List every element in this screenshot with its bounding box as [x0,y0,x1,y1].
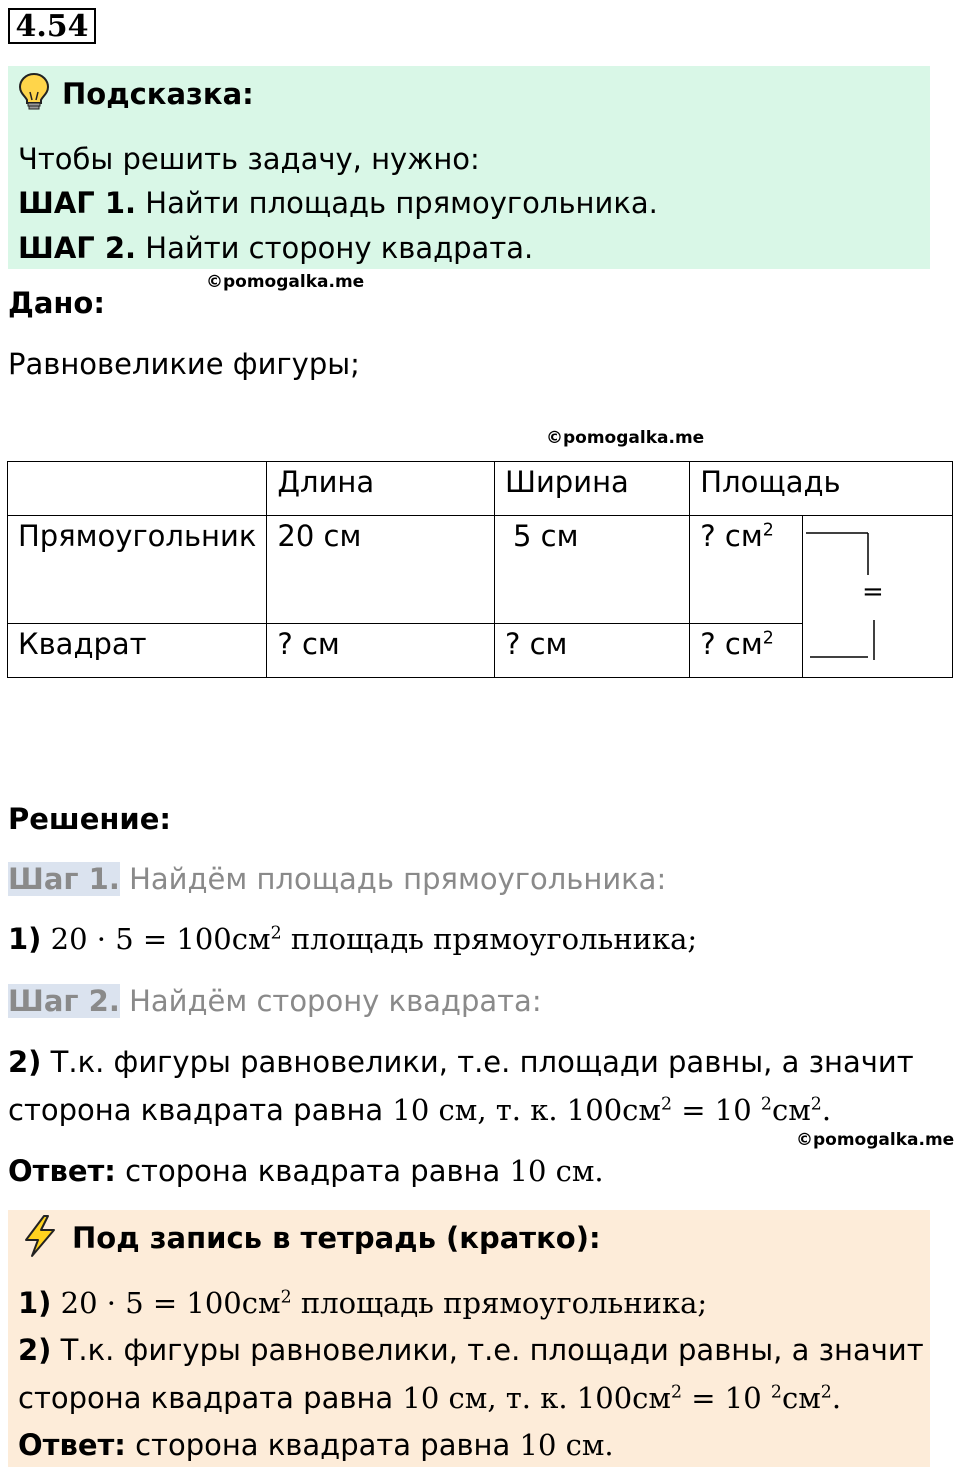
nb-line-2-text-a: Т.к. фигуры равновелики, т.е. площади равны, а значит [60,1333,924,1367]
table-header-cell: Площадь [690,462,953,516]
watermark-2: ©pomogalka.me [546,428,705,448]
line-2-math-b3: см [771,1093,811,1127]
table-header-cell: Длина [267,462,495,516]
line-2-text-a: Т.к. фигуры равновелики, т.е. площади равны, а значит [50,1045,914,1079]
answer-label: Ответ: [8,1154,116,1188]
line-1-exp: 2 [270,923,282,944]
hint-title: Подсказка: [62,77,254,111]
step-1-text: Найдём площадь прямоугольника: [129,862,667,896]
line-2-math-b2: = 10 [672,1093,761,1127]
row-area-value: ? см [700,519,763,553]
watermark-3: ©pomogalka.me [796,1130,955,1150]
row-name: Квадрат [8,624,267,678]
solution-step-1 [8,861,666,897]
nb-line-2-end: . [831,1381,842,1415]
table-header-row [8,462,953,516]
line-1-number: 1) [8,922,42,956]
answer-line [8,1153,604,1189]
line-2-math-b: 10 см, т. к. 100см [392,1093,661,1127]
hint-step-2-label: ШАГ 2. [18,231,137,265]
step-2-text: Найдём сторону квадрата: [129,984,542,1018]
hint-step-2-text: Найти сторону квадрата. [145,231,534,265]
notebook-line-2b [18,1380,841,1416]
table-header-cell [8,462,267,516]
row-area-exp: 2 [762,628,774,649]
equals-sign: = [862,577,884,607]
line-2-number: 2) [8,1045,42,1079]
notebook-answer [18,1427,614,1463]
nb-answer-text: сторона квадрата равна [135,1428,520,1462]
problem-number: 4.54 [8,8,96,44]
row-width: ? см [494,624,689,678]
line-1-math: 20 · 5 = 100см [50,922,271,956]
nb-line-2-number: 2) [18,1333,52,1367]
hint-step-2 [18,230,533,266]
nb-line-1-math: 20 · 5 = 100см [60,1286,281,1320]
given-text: Равновеликие фигуры; [8,347,360,381]
line-2-exp-2: 2 [760,1094,772,1115]
step-1-label: Шаг 1. [8,862,120,896]
row-area-exp: 2 [762,520,774,541]
row-area [690,516,803,624]
row-area-value: ? см [700,627,763,661]
hint-step-1-text: Найти площадь прямоугольника. [145,186,658,220]
nb-line-2-exp-2: 2 [770,1382,782,1403]
row-width: 5 см [494,516,689,624]
line-2-text-b: сторона квадрата равна [8,1093,393,1127]
hint-step-1 [18,185,658,221]
solution-line-1 [8,921,697,957]
solution-line-2a [8,1044,914,1080]
nb-line-2-exp-3: 2 [820,1382,832,1403]
table-header-cell: Ширина [494,462,689,516]
nb-line-2-text-b: сторона квадрата равна [18,1381,403,1415]
row-name: Прямоугольник [8,516,267,624]
watermark-1: ©pomogalka.me [206,272,365,292]
lightbulb-icon [18,72,50,112]
nb-answer-label: Ответ: [18,1428,126,1462]
line-2-exp-1: 2 [660,1094,673,1115]
step-2-label: Шаг 2. [8,984,120,1018]
lightning-icon [20,1214,60,1258]
hint-intro: Чтобы решить задачу, нужно: [18,142,480,176]
line-2-exp-3: 2 [810,1094,822,1115]
nb-line-2-math-b2: = 10 [682,1381,771,1415]
notebook-title: Под запись в тетрадь (кратко): [72,1221,601,1255]
row-length: ? см [267,624,495,678]
nb-line-1-number: 1) [18,1286,52,1320]
given-title: Дано: [8,286,105,320]
line-2-end: . [821,1093,832,1127]
nb-line-2-exp-1: 2 [670,1382,683,1403]
nb-line-1-exp: 2 [280,1287,292,1308]
line-1-text: площадь прямоугольника; [290,922,698,956]
answer-math: 10 см. [509,1154,604,1188]
solution-step-2 [8,983,542,1019]
hint-step-1-label: ШАГ 1. [18,186,137,220]
notebook-line-1 [18,1285,707,1321]
nb-line-2-math-b3: см [781,1381,821,1415]
row-area [690,624,803,678]
solution-title: Решение: [8,802,172,836]
notebook-line-2a [18,1332,924,1368]
nb-line-2-math-b: 10 см, т. к. 100см [402,1381,671,1415]
answer-text: сторона квадрата равна [125,1154,510,1188]
nb-answer-math: 10 см. [519,1428,614,1462]
nb-line-1-text: площадь прямоугольника; [300,1286,708,1320]
row-length: 20 см [267,516,495,624]
solution-line-2b [8,1092,831,1128]
